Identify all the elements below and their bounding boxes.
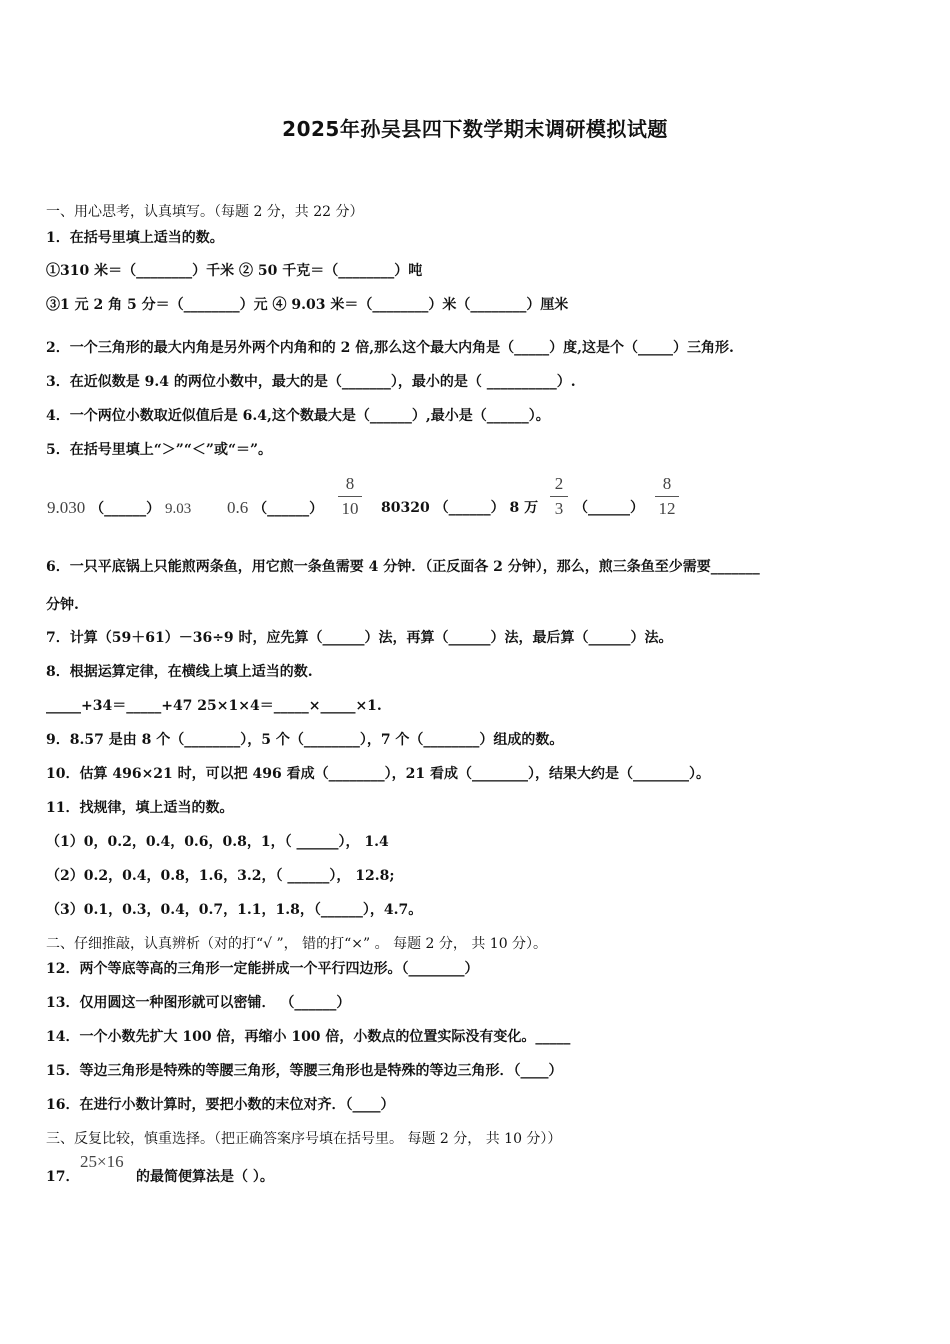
q5-d-fraction	[550, 474, 568, 519]
question-2: 2．一个三角形的最大内角是另外两个内角和的 2 倍,那么这个最大内角是（_____）度,这是个（_____）三角形.	[46, 340, 734, 356]
q5-d-denominator: 3	[554, 499, 564, 518]
q5-b-fraction	[338, 474, 362, 519]
question-5-item-b	[227, 499, 323, 518]
question-1-line-b: ③1 元 2 角 5 分＝（________）元 ④ 9.03 米＝（________）米（________）厘米	[46, 297, 569, 313]
q5-e-fraction	[655, 474, 679, 519]
question-11: 11．找规律，填上适当的数。	[46, 800, 234, 816]
q5-b-denominator: 10	[341, 499, 359, 518]
question-1-line-a: ①310 米＝（________）千米 ② 50 千克＝（________）吨	[46, 263, 423, 279]
question-10: 10．估算 496×21 时，可以把 496 看成（________），21 看成（________），结果大约是（________）。	[46, 766, 710, 782]
question-11-line-3: （3）0.1，0.3，0.4，0.7，1.1，1.8，（______），4.7。	[46, 902, 423, 918]
question-11-line-2: （2）0.2，0.4，0.8，1.6，3.2，（ ______）， 12.8;	[46, 868, 395, 884]
q5-b-blank: （______）	[253, 501, 324, 517]
q5-a-blank: （______）	[90, 501, 161, 517]
question-17-suffix: 的最简便算法是（ ）。	[136, 1169, 274, 1185]
q5-d-numerator: 2	[554, 474, 564, 493]
question-1: 1．在括号里填上适当的数。	[46, 230, 224, 246]
section-1-heading: 一、用心思考，认真填写。（每题 2 分，共 22 分）	[46, 204, 364, 220]
question-17-prefix: 17．	[46, 1169, 80, 1185]
question-14: 14．一个小数先扩大 100 倍，再缩小 100 倍，小数点的位置实际没有变化。_____	[46, 1029, 571, 1045]
q5-e-numerator: 8	[662, 474, 672, 493]
question-16: 16．在进行小数计算时，要把小数的末位对齐．（____）	[46, 1097, 395, 1113]
section-2-heading: 二、仔细推敲，认真辨析（对的打“√ ”， 错的打“×” 。 每题 2 分， 共 10 分）。	[46, 936, 548, 952]
question-8: 8．根据运算定律，在横线上填上适当的数.	[46, 664, 313, 680]
q5-b-left: 0.6	[227, 498, 249, 517]
question-4: 4．一个两位小数取近似值后是 6.4,这个数最大是（______）,最小是（______）。	[46, 408, 550, 424]
question-5: 5．在括号里填上“＞”“＜”或“＝”。	[46, 442, 273, 458]
question-5-item-c	[381, 499, 538, 517]
question-9: 9．8.57 是由 8 个（________），5 个（________），7 个（________）组成的数。	[46, 732, 564, 748]
question-6-line-a: 6．一只平底锅上只能煎两条鱼，用它煎一条鱼需要 4 分钟．（正反面各 2 分钟），那么，煎三条鱼至少需要_______	[46, 559, 760, 575]
section-3-heading: 三、反复比较，慎重选择。（把正确答案序号填在括号里。 每题 2 分， 共 10 分））	[46, 1131, 562, 1147]
question-12: 12．两个等底等高的三角形一定能拼成一个平行四边形。（________）	[46, 961, 479, 977]
question-8-line-a: _____+34＝_____+47 25×1×4＝_____×_____×1.	[46, 698, 382, 714]
page-title: 2025年孙吴县四下数学期末调研模拟试题	[282, 117, 668, 141]
question-13: 13．仅用圆这一种图形就可以密铺． （______）	[46, 995, 351, 1011]
q17-expression-text: 25×16	[80, 1152, 124, 1171]
question-3: 3．在近似数是 9.4 的两位小数中，最大的是（_______），最小的是（ __________）.	[46, 374, 576, 390]
q5-e-denominator: 12	[658, 499, 676, 518]
q5-a-left: 9.030	[47, 498, 86, 517]
question-5-items	[47, 499, 191, 518]
question-6-line-b: 分钟.	[46, 597, 79, 613]
q5-c-left: 80320	[381, 500, 430, 516]
q5-b-numerator: 8	[345, 474, 355, 493]
q5-c-right: 8 万	[509, 500, 539, 516]
q5-d-blank: （______）	[574, 500, 644, 516]
question-15: 15．等边三角形是特殊的等腰三角形，等腰三角形也是特殊的等边三角形．（____）	[46, 1063, 563, 1079]
question-11-line-1: （1）0，0.2，0.4，0.6，0.8，1，（ ______）， 1.4	[46, 834, 389, 850]
question-7: 7．计算（59＋61）－36÷9 时，应先算（______）法，再算（______）法，最后算（______）法。	[46, 630, 673, 646]
q5-c-blank: （______）	[434, 500, 505, 516]
question-17-expression	[80, 1153, 124, 1172]
q5-a-right: 9.03	[165, 501, 192, 517]
